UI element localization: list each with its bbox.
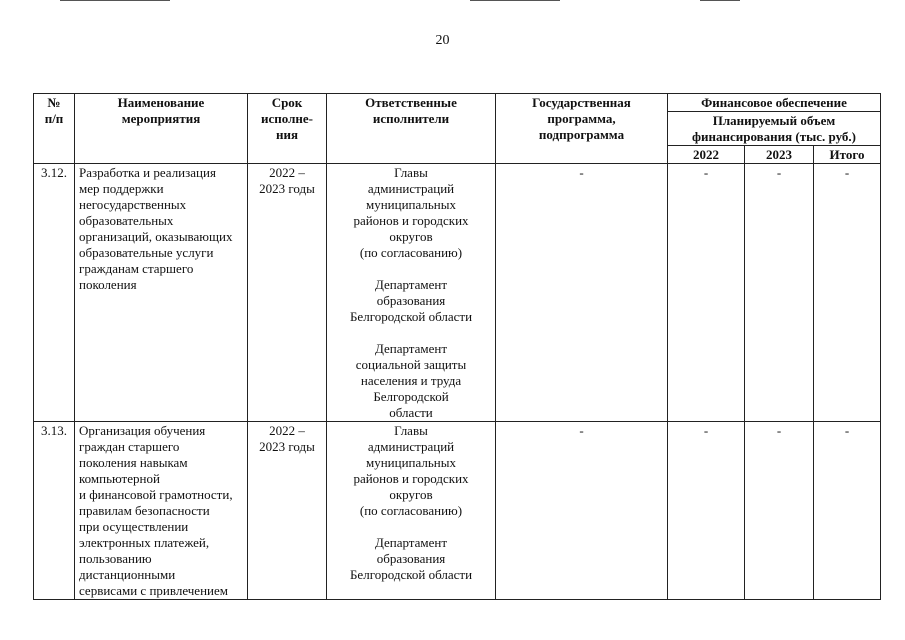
scan-artifact [470, 0, 560, 1]
amount-2022: - [668, 164, 745, 422]
program: - [496, 164, 668, 422]
table-row [34, 164, 881, 422]
header-term: Срок исполне- ния [248, 94, 327, 164]
page-number: 20 [435, 33, 450, 48]
header-name: Наименование мероприятия [75, 94, 248, 164]
amount-2023: - [745, 422, 814, 600]
row-number: 3.12. [34, 164, 75, 422]
activities-table [33, 93, 881, 600]
amount-2022: - [668, 422, 745, 600]
header-planned: Планируемый объем финансирования (тыс. руб.) [668, 112, 881, 146]
header-num: № п/п [34, 94, 75, 164]
header-year-2023: 2023 [745, 146, 814, 164]
table-row [34, 422, 881, 600]
term: 2022 – 2023 годы [248, 164, 327, 422]
header-program: Государственная программа, подпрограмма [496, 94, 668, 164]
row-number: 3.13. [34, 422, 75, 600]
amount-total: - [814, 164, 881, 422]
activity-name: Организация обучения граждан старшего поколения навыкам компьютерной и финансовой грамотности, правилам безопасности при осуществлении электронных платежей, пользованию дистанционными сервисами с привлечением [75, 422, 248, 600]
scan-artifact [60, 0, 170, 1]
amount-total: - [814, 422, 881, 600]
amount-2023: - [745, 164, 814, 422]
activity-name: Разработка и реализация мер поддержки негосударственных образовательных организаций, оказывающих образовательные услуги гражданам старшего поколения [75, 164, 248, 422]
scan-artifact [700, 0, 740, 1]
responsible: Главы администраций муниципальных районов и городских округов (по согласованию) Департамент образования Белгородской области [327, 422, 496, 600]
responsible: Главы администраций муниципальных районов и городских округов (по согласованию) Департамент образования Белгородской области Департамент социальной защиты населения и труда Белгородской области [327, 164, 496, 422]
header-year-2022: 2022 [668, 146, 745, 164]
program: - [496, 422, 668, 600]
header-total: Итого [814, 146, 881, 164]
header-responsible: Ответственные исполнители [327, 94, 496, 164]
header-finance: Финансовое обеспечение [668, 94, 881, 112]
term: 2022 – 2023 годы [248, 422, 327, 600]
